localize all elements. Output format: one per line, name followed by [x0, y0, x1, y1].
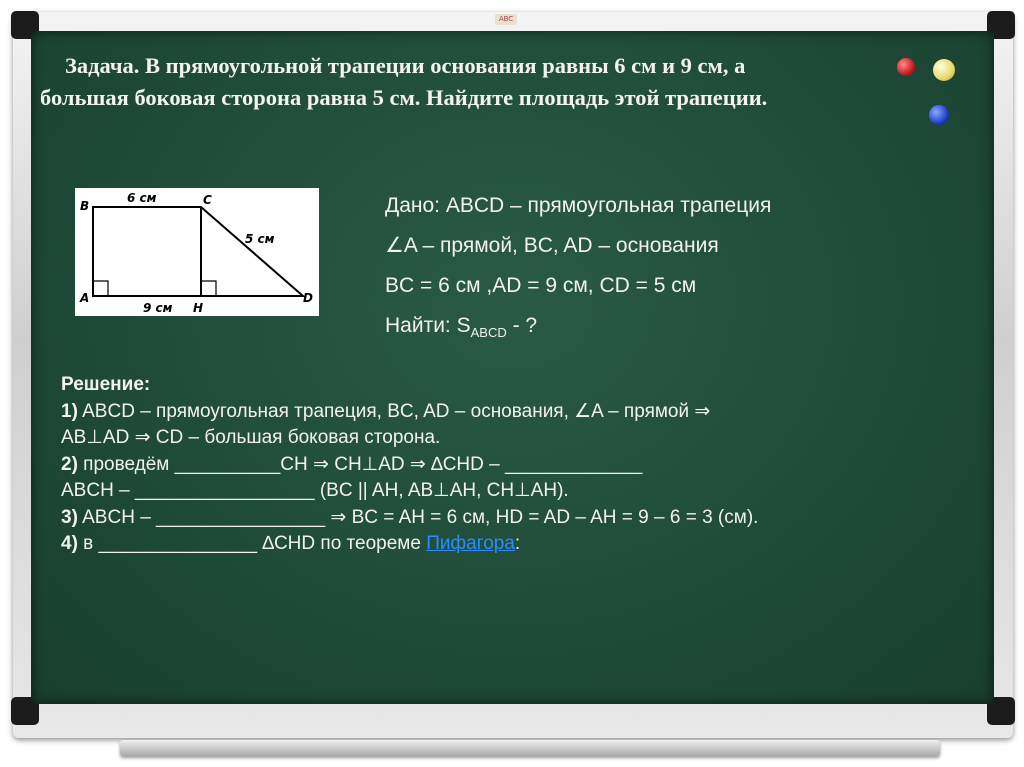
given-line-2: ∠A – прямой, BC, AD – основания: [385, 234, 719, 257]
label-d: D: [303, 291, 313, 305]
label-h: H: [193, 301, 204, 315]
magnet-yellow-icon: [933, 59, 955, 81]
step-2-continued: ABCH – _________________ (BC || AH, AB⊥AH, CH⊥AH).: [61, 480, 569, 501]
find-line: Найти: $S_{ABCD}$ - ?: [385, 314, 538, 340]
step-2: 2) проведём __________CH ⇒ CH⊥AD ⇒ ∆CHD – _____________: [61, 453, 643, 475]
chalkboard: [31, 31, 994, 704]
step-4: 4) в _______________ ∆CHD по теореме Пифагора:: [61, 533, 521, 554]
magnet-red-icon: [897, 58, 915, 76]
label-a: A: [80, 291, 90, 305]
task-line-1: Задача. В прямоугольной трапеции основания равны 6 см и 9 см, а: [65, 53, 746, 78]
pythagoras-link[interactable]: Пифагора: [426, 533, 515, 554]
label-bc-length: 6 см: [127, 191, 157, 205]
right-angle-h: [201, 281, 216, 296]
step-1-continued: AB⊥AD ⇒ CD – большая боковая сторона.: [61, 427, 441, 448]
given-line-1: Дано: ABCD – прямоугольная трапеция: [385, 194, 772, 217]
label-c: C: [203, 193, 212, 207]
label-cd-length: 5 см: [245, 232, 275, 246]
step-3: 3) ABCH – ________________ ⇒ BC = AH = 6 см, HD = AD – AH = 9 – 6 = 3 (см).: [61, 506, 759, 528]
right-angle-a: [93, 281, 108, 296]
solution-heading: Решение:: [61, 374, 151, 395]
given-line-3: BC = 6 см ,AD = 9 см, CD = 5 см: [385, 274, 697, 297]
task-line-2: большая боковая сторона равна 5 см. Найдите площадь этой трапеции.: [40, 85, 768, 110]
trapezoid-outline: [93, 207, 303, 296]
frame-badge: ABC: [495, 14, 517, 25]
trapezoid-diagram: [75, 188, 319, 316]
solution-block: [61, 372, 758, 558]
magnet-blue-icon: [929, 105, 949, 125]
label-ad-length: 9 см: [143, 301, 173, 315]
label-b: B: [80, 199, 90, 213]
trapezoid-figure: [75, 188, 319, 316]
task-statement: [40, 50, 980, 114]
given-block: [385, 188, 771, 348]
angle-icon: ∠: [385, 234, 404, 257]
chalk-tray: [120, 740, 940, 756]
step-1: 1) ABCD – прямоугольная трапеция, BC, AD – основания, ∠A – прямой ⇒: [61, 400, 711, 422]
